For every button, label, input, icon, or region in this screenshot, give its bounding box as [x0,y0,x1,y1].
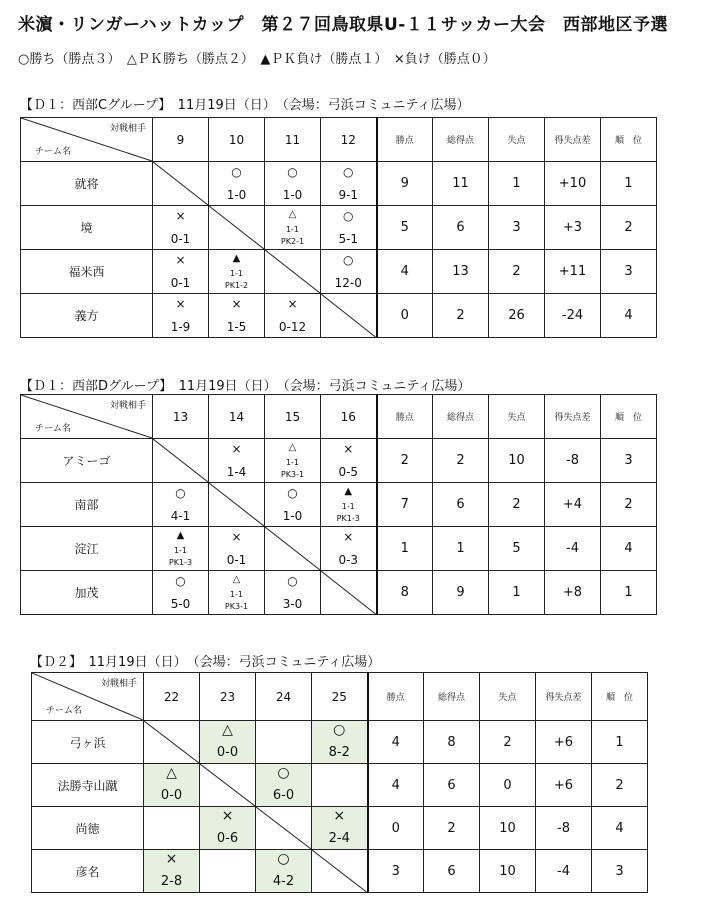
self-match-cell [265,527,321,571]
goal-diff-value: +8 [545,571,601,615]
result-mark: ○ [287,165,298,179]
match-cell [321,206,377,250]
match-cell [265,206,321,250]
match-score: 3-0 [282,597,303,611]
match-cell [265,483,321,527]
goals-against-header: 失点 [480,673,536,721]
self-match-diagonal [200,764,255,806]
pk-score: PK1-3 [336,514,360,523]
goal-diff-header: 得失点差 [545,118,601,162]
result-mark: × [231,530,242,544]
rank-header: 順 位 [601,395,657,439]
points-value: 9 [377,162,433,206]
self-match-cell [265,250,321,294]
table-row [21,206,711,250]
match-cell [200,850,256,893]
goals-for-value: 6 [433,483,489,527]
result-mark: △ [288,442,297,453]
match-score: 1-1 [285,225,300,234]
result-mark: ○ [277,851,290,867]
goals-against-header: 失点 [489,118,545,162]
goal-diff-value: -8 [536,807,592,850]
goal-diff-value: +10 [545,162,601,206]
match-cell [200,721,256,764]
self-match-cell [256,807,312,850]
opponent-col-header: 13 [153,395,209,439]
match-score: 1-1 [173,546,188,555]
self-match-cell [153,162,209,206]
match-cell [321,483,377,527]
match-cell [153,250,209,294]
points-header: 勝点 [368,673,424,721]
points-value: 3 [368,850,424,893]
match-cell [265,571,321,615]
goal-diff-value: -4 [545,527,601,571]
match-score: 1-5 [226,320,247,334]
goal-diff-value: +3 [545,206,601,250]
match-score: 1-1 [341,502,355,511]
rank-value: 4 [601,294,657,338]
team-name: 就将 [21,162,153,206]
goals-for-value: 8 [424,721,480,764]
rank-value: 3 [601,439,657,483]
match-score: 1-0 [226,188,247,202]
result-mark: × [231,297,242,311]
match-cell [144,850,200,893]
match-score: 0-1 [226,553,247,567]
opponent-col-header: 23 [200,673,256,721]
result-mark: ○ [343,209,354,223]
table-row [32,721,702,764]
opponent-label: 対戦相手 [109,124,146,134]
goal-diff-value: -8 [545,439,601,483]
d2-label: 【Ｄ２】 11月19日（日） （会場：弓浜コミュニティ広場） [30,655,381,670]
rank-value: 1 [592,721,648,764]
goals-for-value: 2 [424,807,480,850]
result-mark: ▲ [176,530,185,541]
match-score: 8-2 [328,745,350,760]
result-mark: △ [288,209,297,220]
result-legend: ○勝ち（勝点３） △ＰＫ勝ち（勝点２） ▲ＰＫ負け（勝点１） ×負け（勝点０） [18,52,496,67]
goal-diff-value: +6 [536,721,592,764]
match-cell [321,527,377,571]
goals-for-header: 総得点 [424,673,480,721]
match-score: 9-1 [338,188,359,202]
result-mark: × [175,209,186,223]
goal-diff-value: -24 [545,294,601,338]
table-row [21,483,711,527]
team-label: チーム名 [35,147,72,157]
points-value: 1 [377,527,433,571]
group-d-label: 【Ｄ１：西部Dグループ】 11月19日（日） （会場：弓浜コミュニティ広場） [20,379,471,394]
match-cell [312,807,368,850]
match-cell [321,162,377,206]
self-match-cell [321,571,377,615]
team-name: 尚徳 [32,807,144,850]
goal-diff-value: +11 [545,250,601,294]
goals-against-value: 26 [489,294,545,338]
self-match-cell [200,764,256,807]
standings-table-2 [31,672,702,893]
match-score: 1-1 [229,590,244,599]
pk-score: PK3-1 [280,470,305,479]
opponent-col-header: 9 [153,118,209,162]
match-cell [265,294,321,338]
team-name: 法勝寺山蹴 [32,764,144,807]
goals-for-value: 9 [433,571,489,615]
match-score: 1-0 [282,509,303,523]
result-mark: × [165,851,178,867]
self-match-diagonal [312,850,367,892]
result-mark: △ [232,574,241,585]
header-row [32,673,702,721]
result-mark: ○ [343,253,354,267]
self-match-diagonal [209,206,264,249]
match-cell [153,294,209,338]
rank-value: 1 [601,162,657,206]
team-name: 南部 [21,483,153,527]
result-mark: ○ [231,165,242,179]
rank-value: 2 [601,206,657,250]
team-name: 加茂 [21,571,153,615]
points-value: 0 [377,294,433,338]
result-mark: ○ [287,486,298,500]
result-mark: ○ [343,165,354,179]
goal-diff-header: 得失点差 [536,673,592,721]
goals-against-value: 1 [489,571,545,615]
self-match-diagonal [321,294,376,337]
result-mark: × [343,442,354,456]
points-value: 8 [377,571,433,615]
goals-against-value: 10 [489,439,545,483]
table-row [32,850,702,893]
match-cell [312,721,368,764]
match-cell [209,162,265,206]
team-name: 義方 [21,294,153,338]
goals-for-value: 13 [433,250,489,294]
self-match-cell [209,483,265,527]
rank-header: 順 位 [592,673,648,721]
match-cell [265,439,321,483]
goals-against-value: 0 [480,764,536,807]
points-value: 4 [377,250,433,294]
self-match-cell [144,721,200,764]
goals-for-value: 6 [424,850,480,893]
match-score: 5-1 [338,232,359,246]
opponent-col-header: 14 [209,395,265,439]
self-match-diagonal [153,439,208,482]
table-row [21,527,711,571]
self-match-cell [312,850,368,893]
match-cell [209,571,265,615]
group-c-label: 【Ｄ１：西部Cグループ】 11月19日（日） （会場：弓浜コミュニティ広場） [20,98,470,113]
match-score: 0-6 [216,831,239,846]
opponent-label: 対戦相手 [109,401,146,411]
result-mark: △ [166,765,177,781]
table-row [21,294,711,338]
match-cell [153,571,209,615]
pk-score: PK1-3 [168,558,193,567]
opponent-col-header: 16 [321,395,377,439]
result-mark: × [221,808,234,824]
goals-against-value: 10 [480,850,536,893]
pk-score: PK2-1 [280,237,305,246]
team-name: 淀江 [21,527,153,571]
team-name: 福米西 [21,250,153,294]
goals-against-value: 2 [489,483,545,527]
result-mark: × [287,297,298,311]
team-name: アミーゴ [21,439,153,483]
match-score: 0-1 [170,232,191,246]
team-name: 彦名 [32,850,144,893]
match-score: 2-8 [160,874,183,889]
self-match-diagonal [144,721,199,763]
result-mark: × [175,297,186,311]
goals-against-value: 2 [480,721,536,764]
self-match-cell [209,206,265,250]
match-score: 1-9 [170,320,191,334]
page-title: 米濵・リンガーハットカップ 第２７回鳥取県U-１１サッカー大会 西部地区予選 [18,15,668,35]
rank-value: 1 [601,571,657,615]
match-cell [144,764,200,807]
team-name: 弓ヶ浜 [32,721,144,764]
match-score: 0-0 [160,788,183,803]
match-cell [312,764,368,807]
result-mark: × [175,253,186,267]
result-mark: ▲ [344,486,353,497]
match-score: 12-0 [334,276,362,290]
opponent-col-header: 10 [209,118,265,162]
match-score: 4-2 [272,874,295,889]
goal-diff-value: -4 [536,850,592,893]
goals-against-value: 2 [489,250,545,294]
match-score: 1-4 [226,465,247,479]
corner-header [21,395,153,439]
result-mark: ○ [175,486,186,500]
goals-against-header: 失点 [489,395,545,439]
result-mark: × [333,808,346,824]
match-score: 0-5 [338,465,359,479]
goal-diff-value: +6 [536,764,592,807]
goals-against-value: 10 [480,807,536,850]
match-cell [200,807,256,850]
rank-value: 2 [601,483,657,527]
team-label: チーム名 [46,706,83,716]
header-row [21,118,711,162]
corner-header [32,673,144,721]
table-row [21,250,711,294]
opponent-col-header: 15 [265,395,321,439]
opponent-col-header: 22 [144,673,200,721]
opponent-col-header: 24 [256,673,312,721]
match-cell [209,527,265,571]
match-cell [209,250,265,294]
match-cell [321,439,377,483]
goals-for-header: 総得点 [433,118,489,162]
team-name: 境 [21,206,153,250]
match-score: 0-12 [278,320,307,334]
result-mark: ○ [333,722,346,738]
points-value: 0 [368,807,424,850]
result-mark: × [343,530,354,544]
points-value: 2 [377,439,433,483]
goals-for-header: 総得点 [433,395,489,439]
result-mark: ▲ [232,253,241,264]
rank-value: 4 [601,527,657,571]
points-header: 勝点 [377,118,433,162]
standings-table-1 [20,394,711,615]
match-score: 0-0 [216,745,239,760]
opponent-label: 対戦相手 [100,679,137,689]
match-cell [209,439,265,483]
result-mark: △ [222,722,233,738]
points-header: 勝点 [377,395,433,439]
self-match-diagonal [153,162,208,205]
table-row [32,764,702,807]
table-row [32,807,702,850]
goals-for-value: 11 [433,162,489,206]
goals-against-value: 1 [489,162,545,206]
result-mark: ○ [277,765,290,781]
goals-for-value: 2 [433,439,489,483]
team-label: チーム名 [35,424,72,434]
goals-against-value: 5 [489,527,545,571]
self-match-diagonal [209,483,264,526]
self-match-diagonal [256,807,311,849]
match-score: 2-4 [328,831,350,846]
goals-for-value: 6 [433,206,489,250]
rank-value: 3 [601,250,657,294]
match-score: 6-0 [272,788,295,803]
self-match-cell [321,294,377,338]
goals-for-value: 1 [433,527,489,571]
match-cell [256,721,312,764]
rank-value: 4 [592,807,648,850]
match-score: 0-3 [338,553,359,567]
rank-header: 順 位 [601,118,657,162]
self-match-diagonal [265,250,320,293]
rank-value: 2 [592,764,648,807]
pk-score: PK3-1 [224,602,249,611]
table-row [21,439,711,483]
match-cell [256,850,312,893]
corner-header [21,118,153,162]
match-cell [153,527,209,571]
match-score: 1-1 [285,458,300,467]
match-cell [209,294,265,338]
match-score: 5-0 [170,597,191,611]
self-match-diagonal [265,527,320,570]
points-value: 4 [368,764,424,807]
table-row [21,162,711,206]
goal-diff-value: +4 [545,483,601,527]
opponent-col-header: 12 [321,118,377,162]
rank-value: 3 [592,850,648,893]
match-cell [153,206,209,250]
result-mark: × [231,442,242,456]
points-value: 7 [377,483,433,527]
goals-against-value: 3 [489,206,545,250]
match-cell [265,162,321,206]
points-value: 4 [368,721,424,764]
opponent-col-header: 11 [265,118,321,162]
match-cell [153,483,209,527]
goal-diff-header: 得失点差 [545,395,601,439]
points-value: 5 [377,206,433,250]
result-mark: ○ [175,574,186,588]
result-mark: ○ [287,574,298,588]
standings-table-0 [20,117,711,338]
opponent-col-header: 25 [312,673,368,721]
match-cell [256,764,312,807]
table-row [21,571,711,615]
self-match-diagonal [321,571,376,614]
match-cell [321,250,377,294]
header-row [21,395,711,439]
pk-score: PK1-2 [224,281,249,290]
match-score: 4-1 [170,509,191,523]
match-cell [144,807,200,850]
goals-for-value: 6 [424,764,480,807]
self-match-cell [153,439,209,483]
goals-for-value: 2 [433,294,489,338]
match-score: 0-1 [170,276,191,290]
match-score: 1-1 [229,269,244,278]
match-score: 1-0 [282,188,303,202]
